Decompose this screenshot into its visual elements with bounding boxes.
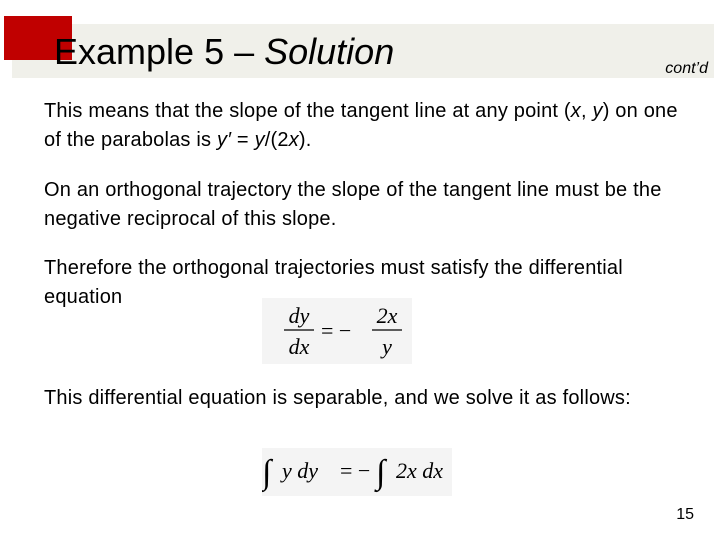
- eq2-lhs: y dy: [282, 458, 319, 483]
- equation-integral: [262, 448, 452, 496]
- eq1-rhs-numerator: 2x: [376, 303, 398, 328]
- paragraph-separable: This differential equation is separable, and we solve it as follows:: [44, 387, 631, 409]
- integral-sign-left: ∫: [262, 454, 272, 491]
- slide-title: [54, 30, 394, 74]
- paragraph-orthogonal: On an orthogonal trajectory the slope of the tangent line must be the negative reciprocal of this slope.: [44, 179, 662, 230]
- eq1-lhs-denominator: dx: [288, 334, 310, 359]
- equation-differential: [262, 298, 412, 364]
- eq1-equals-minus: = −: [321, 318, 352, 343]
- eq1-rhs-denominator: y: [382, 334, 392, 359]
- title-sub: Solution: [264, 31, 395, 72]
- continued-label: cont’d: [665, 60, 708, 77]
- title-main: Example 5 –: [54, 31, 265, 72]
- eq2-rhs: 2x dx: [396, 458, 444, 483]
- paragraph-slope: This means that the slope of the tangent line at any point (x, y) on one of the parabolas is y′ = y/(2x).: [44, 100, 678, 151]
- page-number: 15: [676, 506, 694, 523]
- eq1-lhs-numerator: dy: [288, 303, 310, 328]
- paragraph-differential: Therefore the orthogonal trajectories must satisfy the differential equation: [44, 257, 623, 308]
- eq2-equals-minus: = −: [340, 458, 371, 483]
- integral-sign-right: ∫: [376, 454, 386, 491]
